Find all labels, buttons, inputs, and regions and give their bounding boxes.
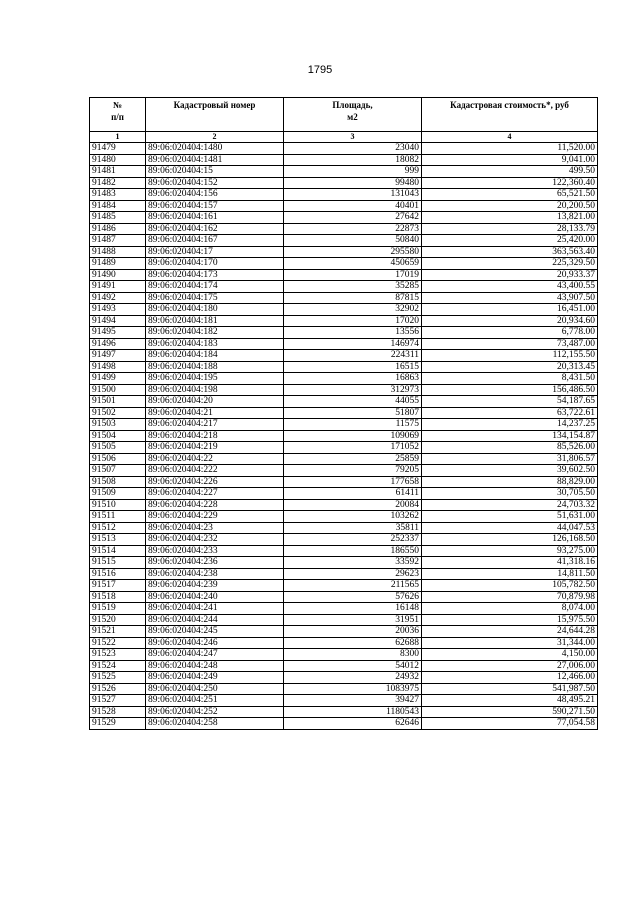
area-cell: 17019 bbox=[284, 269, 422, 281]
row-number-cell: 91502 bbox=[90, 407, 146, 419]
table-row bbox=[90, 235, 598, 247]
area-cell: 24932 bbox=[284, 672, 422, 684]
row-number-cell: 91528 bbox=[90, 706, 146, 718]
cadastral-cost-cell: 24,644.28 bbox=[422, 626, 598, 638]
cadastral-cost-cell: 13,821.00 bbox=[422, 212, 598, 224]
cadastral-number-cell: 89:06:020404:219 bbox=[146, 442, 284, 454]
row-number-cell: 91483 bbox=[90, 189, 146, 201]
table-row bbox=[90, 304, 598, 316]
area-cell: 23040 bbox=[284, 143, 422, 155]
cadastral-cost-cell: 12,466.00 bbox=[422, 672, 598, 684]
area-cell: 62688 bbox=[284, 637, 422, 649]
row-number-cell: 91525 bbox=[90, 672, 146, 684]
cadastral-number-cell: 89:06:020404:17 bbox=[146, 246, 284, 258]
cadastral-number-cell: 89:06:020404:217 bbox=[146, 419, 284, 431]
cadastral-number-cell: 89:06:020404:170 bbox=[146, 258, 284, 270]
row-number-cell: 91479 bbox=[90, 143, 146, 155]
area-cell: 450659 bbox=[284, 258, 422, 270]
table-row bbox=[90, 212, 598, 224]
area-cell: 999 bbox=[284, 166, 422, 178]
header-cadastral-cost-text: Кадастровая стоимость*, руб bbox=[450, 100, 569, 110]
table-row bbox=[90, 384, 598, 396]
area-cell: 11575 bbox=[284, 419, 422, 431]
table-row bbox=[90, 637, 598, 649]
row-number-cell: 91512 bbox=[90, 522, 146, 534]
cadastral-cost-cell: 27,006.00 bbox=[422, 660, 598, 672]
cadastral-cost-cell: 88,829.00 bbox=[422, 476, 598, 488]
header-row bbox=[90, 98, 598, 132]
cadastral-number-cell: 89:06:020404:21 bbox=[146, 407, 284, 419]
cadastral-number-cell: 89:06:020404:195 bbox=[146, 373, 284, 385]
table-row bbox=[90, 499, 598, 511]
table-row bbox=[90, 476, 598, 488]
cadastral-cost-cell: 134,154.87 bbox=[422, 430, 598, 442]
column-number-2: 2 bbox=[146, 132, 284, 143]
cadastral-cost-cell: 31,806.57 bbox=[422, 453, 598, 465]
cadastral-cost-cell: 6,778.00 bbox=[422, 327, 598, 339]
row-number-cell: 91505 bbox=[90, 442, 146, 454]
row-number-cell: 91513 bbox=[90, 534, 146, 546]
cadastral-cost-cell: 63,722.61 bbox=[422, 407, 598, 419]
cadastral-cost-cell: 9,041.00 bbox=[422, 154, 598, 166]
table-row bbox=[90, 511, 598, 523]
header-area-line1: Площадь, bbox=[332, 100, 373, 110]
area-cell: 27642 bbox=[284, 212, 422, 224]
table-row bbox=[90, 557, 598, 569]
area-cell: 22873 bbox=[284, 223, 422, 235]
area-cell: 146974 bbox=[284, 338, 422, 350]
area-cell: 25859 bbox=[284, 453, 422, 465]
cadastral-cost-cell: 112,155.50 bbox=[422, 350, 598, 362]
area-cell: 13556 bbox=[284, 327, 422, 339]
table-row bbox=[90, 603, 598, 615]
cadastral-number-cell: 89:06:020404:180 bbox=[146, 304, 284, 316]
area-cell: 50840 bbox=[284, 235, 422, 247]
cadastral-number-cell: 89:06:020404:181 bbox=[146, 315, 284, 327]
table-row bbox=[90, 465, 598, 477]
area-cell: 35811 bbox=[284, 522, 422, 534]
cadastral-cost-cell: 20,313.45 bbox=[422, 361, 598, 373]
row-number-cell: 91480 bbox=[90, 154, 146, 166]
row-number-cell: 91493 bbox=[90, 304, 146, 316]
cadastral-number-cell: 89:06:020404:20 bbox=[146, 396, 284, 408]
cadastral-cost-cell: 14,237.25 bbox=[422, 419, 598, 431]
table-row bbox=[90, 154, 598, 166]
cadastral-number-cell: 89:06:020404:239 bbox=[146, 580, 284, 592]
cadastral-number-cell: 89:06:020404:250 bbox=[146, 683, 284, 695]
row-number-cell: 91503 bbox=[90, 419, 146, 431]
header-area-line2: м2 bbox=[347, 112, 358, 122]
area-cell: 44055 bbox=[284, 396, 422, 408]
cadastral-cost-cell: 156,486.50 bbox=[422, 384, 598, 396]
cadastral-cost-cell: 28,133.79 bbox=[422, 223, 598, 235]
cadastral-number-cell: 89:06:020404:258 bbox=[146, 718, 284, 730]
row-number-cell: 91489 bbox=[90, 258, 146, 270]
area-cell: 186550 bbox=[284, 545, 422, 557]
cadastral-number-cell: 89:06:020404:226 bbox=[146, 476, 284, 488]
area-cell: 17020 bbox=[284, 315, 422, 327]
table-row bbox=[90, 281, 598, 293]
area-cell: 29623 bbox=[284, 568, 422, 580]
row-number-cell: 91515 bbox=[90, 557, 146, 569]
area-cell: 312973 bbox=[284, 384, 422, 396]
cadastral-cost-cell: 225,329.50 bbox=[422, 258, 598, 270]
cadastral-cost-cell: 20,200.50 bbox=[422, 200, 598, 212]
cadastral-number-cell: 89:06:020404:233 bbox=[146, 545, 284, 557]
row-number-cell: 91495 bbox=[90, 327, 146, 339]
table-row bbox=[90, 580, 598, 592]
table-body bbox=[90, 143, 598, 730]
table-row bbox=[90, 626, 598, 638]
area-cell: 87815 bbox=[284, 292, 422, 304]
row-number-cell: 91488 bbox=[90, 246, 146, 258]
table-row bbox=[90, 361, 598, 373]
row-number-cell: 91514 bbox=[90, 545, 146, 557]
area-cell: 20084 bbox=[284, 499, 422, 511]
table-row bbox=[90, 327, 598, 339]
table-header bbox=[90, 98, 598, 143]
area-cell: 171052 bbox=[284, 442, 422, 454]
cadastral-cost-cell: 499.50 bbox=[422, 166, 598, 178]
cadastral-number-cell: 89:06:020404:15 bbox=[146, 166, 284, 178]
cadastral-cost-cell: 15,975.50 bbox=[422, 614, 598, 626]
cadastral-cost-cell: 14,811.50 bbox=[422, 568, 598, 580]
row-number-cell: 91509 bbox=[90, 488, 146, 500]
cadastral-cost-cell: 51,631.00 bbox=[422, 511, 598, 523]
cadastral-number-cell: 89:06:020404:232 bbox=[146, 534, 284, 546]
area-cell: 16863 bbox=[284, 373, 422, 385]
row-number-cell: 91517 bbox=[90, 580, 146, 592]
area-cell: 224311 bbox=[284, 350, 422, 362]
column-number-1: 1 bbox=[90, 132, 146, 143]
area-cell: 295580 bbox=[284, 246, 422, 258]
cadastral-cost-cell: 43,907.50 bbox=[422, 292, 598, 304]
cadastral-number-cell: 89:06:020404:240 bbox=[146, 591, 284, 603]
cadastral-number-cell: 89:06:020404:222 bbox=[146, 465, 284, 477]
row-number-cell: 91485 bbox=[90, 212, 146, 224]
table-row bbox=[90, 269, 598, 281]
cadastral-cost-cell: 4,150.00 bbox=[422, 649, 598, 661]
cadastral-number-cell: 89:06:020404:251 bbox=[146, 695, 284, 707]
header-area bbox=[284, 98, 422, 132]
cadastral-cost-cell: 54,187.65 bbox=[422, 396, 598, 408]
area-cell: 103262 bbox=[284, 511, 422, 523]
cadastral-cost-cell: 363,563.40 bbox=[422, 246, 598, 258]
table-row bbox=[90, 545, 598, 557]
cadastral-cost-cell: 8,074.00 bbox=[422, 603, 598, 615]
area-cell: 57626 bbox=[284, 591, 422, 603]
table-row bbox=[90, 649, 598, 661]
header-cadastral-number bbox=[146, 98, 284, 132]
row-number-cell: 91482 bbox=[90, 177, 146, 189]
row-number-cell: 91499 bbox=[90, 373, 146, 385]
cadastral-number-cell: 89:06:020404:167 bbox=[146, 235, 284, 247]
cadastral-number-cell: 89:06:020404:245 bbox=[146, 626, 284, 638]
cadastral-number-cell: 89:06:020404:228 bbox=[146, 499, 284, 511]
cadastral-number-cell: 89:06:020404:236 bbox=[146, 557, 284, 569]
cadastral-cost-cell: 93,275.00 bbox=[422, 545, 598, 557]
cadastral-number-cell: 89:06:020404:161 bbox=[146, 212, 284, 224]
table-row bbox=[90, 200, 598, 212]
cadastral-number-cell: 89:06:020404:162 bbox=[146, 223, 284, 235]
cadastral-number-cell: 89:06:020404:1481 bbox=[146, 154, 284, 166]
table-row bbox=[90, 718, 598, 730]
cadastral-cost-cell: 73,487.00 bbox=[422, 338, 598, 350]
cadastral-cost-cell: 20,933.37 bbox=[422, 269, 598, 281]
cadastral-cost-cell: 65,521.50 bbox=[422, 189, 598, 201]
area-cell: 40401 bbox=[284, 200, 422, 212]
area-cell: 211565 bbox=[284, 580, 422, 592]
cadastral-cost-cell: 48,495.21 bbox=[422, 695, 598, 707]
row-number-cell: 91518 bbox=[90, 591, 146, 603]
cadastral-number-cell: 89:06:020404:1480 bbox=[146, 143, 284, 155]
row-number-cell: 91506 bbox=[90, 453, 146, 465]
cadastral-number-cell: 89:06:020404:252 bbox=[146, 706, 284, 718]
header-cadastral-number-text: Кадастровый номер bbox=[173, 100, 256, 110]
area-cell: 33592 bbox=[284, 557, 422, 569]
cadastral-cost-cell: 541,987.50 bbox=[422, 683, 598, 695]
table-row bbox=[90, 695, 598, 707]
cadastral-number-cell: 89:06:020404:248 bbox=[146, 660, 284, 672]
table-row bbox=[90, 258, 598, 270]
row-number-cell: 91511 bbox=[90, 511, 146, 523]
cadastral-number-cell: 89:06:020404:198 bbox=[146, 384, 284, 396]
table-row bbox=[90, 591, 598, 603]
area-cell: 54012 bbox=[284, 660, 422, 672]
cadastral-cost-cell: 11,520.00 bbox=[422, 143, 598, 155]
cadastral-cost-cell: 41,318.16 bbox=[422, 557, 598, 569]
table-row bbox=[90, 660, 598, 672]
cadastral-number-cell: 89:06:020404:246 bbox=[146, 637, 284, 649]
cadastral-cost-cell: 70,879.98 bbox=[422, 591, 598, 603]
table-row bbox=[90, 407, 598, 419]
area-cell: 16515 bbox=[284, 361, 422, 373]
cadastral-number-cell: 89:06:020404:23 bbox=[146, 522, 284, 534]
area-cell: 109069 bbox=[284, 430, 422, 442]
cadastral-cost-cell: 8,431.50 bbox=[422, 373, 598, 385]
row-number-cell: 91522 bbox=[90, 637, 146, 649]
row-number-cell: 91496 bbox=[90, 338, 146, 350]
row-number-cell: 91490 bbox=[90, 269, 146, 281]
cadastral-number-cell: 89:06:020404:156 bbox=[146, 189, 284, 201]
table-row bbox=[90, 373, 598, 385]
cadastral-number-cell: 89:06:020404:175 bbox=[146, 292, 284, 304]
cadastral-cost-cell: 20,934.60 bbox=[422, 315, 598, 327]
cadastral-cost-cell: 30,705.50 bbox=[422, 488, 598, 500]
area-cell: 35285 bbox=[284, 281, 422, 293]
row-number-cell: 91524 bbox=[90, 660, 146, 672]
area-cell: 20036 bbox=[284, 626, 422, 638]
row-number-cell: 91487 bbox=[90, 235, 146, 247]
area-cell: 18082 bbox=[284, 154, 422, 166]
cadastral-number-cell: 89:06:020404:182 bbox=[146, 327, 284, 339]
table-row bbox=[90, 177, 598, 189]
cadastral-cost-cell: 43,400.55 bbox=[422, 281, 598, 293]
table-row bbox=[90, 350, 598, 362]
area-cell: 252337 bbox=[284, 534, 422, 546]
column-number-4: 4 bbox=[422, 132, 598, 143]
table-row bbox=[90, 453, 598, 465]
cadastral-number-cell: 89:06:020404:157 bbox=[146, 200, 284, 212]
area-cell: 8300 bbox=[284, 649, 422, 661]
row-number-cell: 91510 bbox=[90, 499, 146, 511]
table-row bbox=[90, 223, 598, 235]
row-number-cell: 91521 bbox=[90, 626, 146, 638]
row-number-cell: 91497 bbox=[90, 350, 146, 362]
cadastral-cost-cell: 16,451.00 bbox=[422, 304, 598, 316]
cadastral-number-cell: 89:06:020404:227 bbox=[146, 488, 284, 500]
cadastral-number-cell: 89:06:020404:183 bbox=[146, 338, 284, 350]
table-row bbox=[90, 166, 598, 178]
area-cell: 16148 bbox=[284, 603, 422, 615]
area-cell: 62646 bbox=[284, 718, 422, 730]
cadastral-number-cell: 89:06:020404:184 bbox=[146, 350, 284, 362]
cadastral-cost-cell: 77,054.58 bbox=[422, 718, 598, 730]
row-number-cell: 91519 bbox=[90, 603, 146, 615]
table-row bbox=[90, 488, 598, 500]
cadastral-number-cell: 89:06:020404:218 bbox=[146, 430, 284, 442]
header-row-number-line1: № bbox=[112, 100, 123, 110]
cadastral-number-cell: 89:06:020404:188 bbox=[146, 361, 284, 373]
area-cell: 1180543 bbox=[284, 706, 422, 718]
cadastral-number-cell: 89:06:020404:152 bbox=[146, 177, 284, 189]
cadastral-number-cell: 89:06:020404:247 bbox=[146, 649, 284, 661]
cadastral-cost-cell: 25,420.00 bbox=[422, 235, 598, 247]
cadastral-number-cell: 89:06:020404:22 bbox=[146, 453, 284, 465]
row-number-cell: 91516 bbox=[90, 568, 146, 580]
row-number-cell: 91507 bbox=[90, 465, 146, 477]
cadastral-cost-cell: 85,526.00 bbox=[422, 442, 598, 454]
row-number-cell: 91526 bbox=[90, 683, 146, 695]
cadastral-cost-cell: 105,782.50 bbox=[422, 580, 598, 592]
area-cell: 79205 bbox=[284, 465, 422, 477]
cadastral-number-cell: 89:06:020404:238 bbox=[146, 568, 284, 580]
table-row bbox=[90, 338, 598, 350]
cadastral-cost-cell: 39,602.50 bbox=[422, 465, 598, 477]
area-cell: 99480 bbox=[284, 177, 422, 189]
row-number-cell: 91494 bbox=[90, 315, 146, 327]
row-number-cell: 91498 bbox=[90, 361, 146, 373]
table-row bbox=[90, 315, 598, 327]
row-number-cell: 91523 bbox=[90, 649, 146, 661]
row-number-cell: 91484 bbox=[90, 200, 146, 212]
row-number-cell: 91481 bbox=[90, 166, 146, 178]
table-row bbox=[90, 246, 598, 258]
cadastral-table bbox=[89, 97, 598, 730]
table-row bbox=[90, 534, 598, 546]
column-number-3: 3 bbox=[284, 132, 422, 143]
page-number: 1795 bbox=[307, 64, 333, 76]
row-number-cell: 91500 bbox=[90, 384, 146, 396]
header-cadastral-cost bbox=[422, 98, 598, 132]
area-cell: 61411 bbox=[284, 488, 422, 500]
area-cell: 51807 bbox=[284, 407, 422, 419]
table-row bbox=[90, 189, 598, 201]
area-cell: 131043 bbox=[284, 189, 422, 201]
cadastral-number-cell: 89:06:020404:174 bbox=[146, 281, 284, 293]
cadastral-cost-cell: 126,168.50 bbox=[422, 534, 598, 546]
cadastral-cost-cell: 44,047.53 bbox=[422, 522, 598, 534]
cadastral-number-cell: 89:06:020404:244 bbox=[146, 614, 284, 626]
table-row bbox=[90, 614, 598, 626]
table-row bbox=[90, 568, 598, 580]
row-number-cell: 91491 bbox=[90, 281, 146, 293]
row-number-cell: 91504 bbox=[90, 430, 146, 442]
cadastral-number-cell: 89:06:020404:229 bbox=[146, 511, 284, 523]
cadastral-cost-cell: 122,360.40 bbox=[422, 177, 598, 189]
column-number-row bbox=[90, 132, 598, 143]
row-number-cell: 91529 bbox=[90, 718, 146, 730]
cadastral-cost-cell: 590,271.50 bbox=[422, 706, 598, 718]
table-row bbox=[90, 672, 598, 684]
table-row bbox=[90, 706, 598, 718]
table-row bbox=[90, 442, 598, 454]
table-row bbox=[90, 522, 598, 534]
header-row-number-line2: п/п bbox=[111, 112, 124, 122]
cadastral-number-cell: 89:06:020404:241 bbox=[146, 603, 284, 615]
cadastral-number-cell: 89:06:020404:249 bbox=[146, 672, 284, 684]
table-row bbox=[90, 430, 598, 442]
cadastral-number-cell: 89:06:020404:173 bbox=[146, 269, 284, 281]
cadastral-cost-cell: 31,344.00 bbox=[422, 637, 598, 649]
table-row bbox=[90, 396, 598, 408]
row-number-cell: 91520 bbox=[90, 614, 146, 626]
row-number-cell: 91492 bbox=[90, 292, 146, 304]
row-number-cell: 91527 bbox=[90, 695, 146, 707]
area-cell: 1083975 bbox=[284, 683, 422, 695]
row-number-cell: 91508 bbox=[90, 476, 146, 488]
table-row bbox=[90, 292, 598, 304]
table-row bbox=[90, 683, 598, 695]
area-cell: 32902 bbox=[284, 304, 422, 316]
table-row bbox=[90, 419, 598, 431]
cadastral-cost-cell: 24,703.32 bbox=[422, 499, 598, 511]
row-number-cell: 91486 bbox=[90, 223, 146, 235]
table-row bbox=[90, 143, 598, 155]
header-row-number bbox=[90, 98, 146, 132]
row-number-cell: 91501 bbox=[90, 396, 146, 408]
area-cell: 177658 bbox=[284, 476, 422, 488]
area-cell: 31951 bbox=[284, 614, 422, 626]
area-cell: 39427 bbox=[284, 695, 422, 707]
